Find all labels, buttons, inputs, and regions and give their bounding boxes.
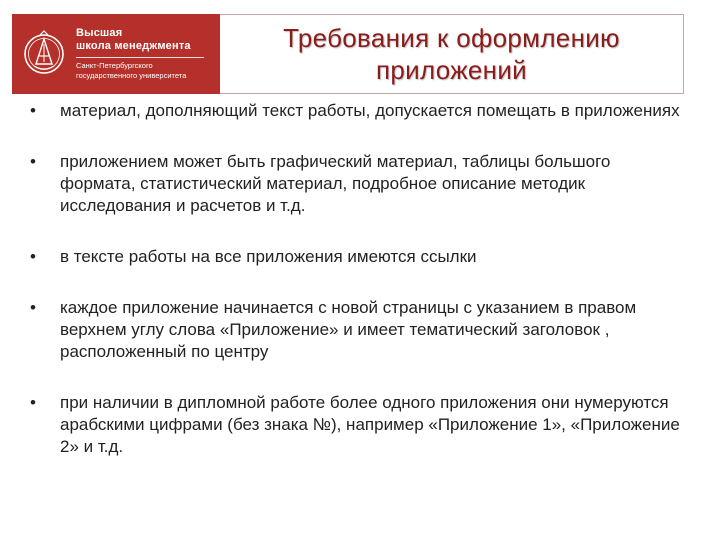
logo-text xyxy=(76,27,204,81)
list-item-text: материал, дополняющий текст работы, допускается помещать в приложениях xyxy=(60,101,680,120)
slide-title-line2: приложений xyxy=(376,55,527,85)
logo-university-line2: государственного университета xyxy=(76,71,187,80)
bullet-icon: • xyxy=(30,298,36,317)
list-item-text: в тексте работы на все приложения имеются ссылки xyxy=(60,247,477,266)
bullet-icon: • xyxy=(30,393,36,412)
university-crest-icon xyxy=(22,26,66,82)
gsom-logo xyxy=(12,14,220,94)
requirements-list xyxy=(30,100,690,458)
list-item xyxy=(30,151,690,217)
title-box xyxy=(220,14,684,94)
list-item xyxy=(30,100,690,122)
logo-name-line1: Высшая xyxy=(76,27,123,39)
list-item xyxy=(30,297,690,363)
bullet-icon: • xyxy=(30,247,36,266)
slide-title xyxy=(283,22,620,86)
bullet-icon: • xyxy=(30,101,36,120)
logo-university-line1: Санкт-Петербургского xyxy=(76,61,153,70)
list-item xyxy=(30,246,690,268)
slide-title-line1: Требования к оформлению xyxy=(283,23,620,53)
bullet-icon: • xyxy=(30,152,36,171)
logo-divider xyxy=(76,57,204,58)
list-item-text: каждое приложение начинается с новой страницы с указанием в правом верхнем углу слова «Приложение» и имеет тематический заголовок , расположенный по центру xyxy=(60,298,637,361)
logo-name-line2: школа менеджмента xyxy=(76,40,191,52)
list-item-text: при наличии в дипломной работе более одного приложения они нумеруются арабскими цифрами (без знака №), например «Приложение 1», «Приложение 2» и т.д. xyxy=(60,393,680,456)
list-item xyxy=(30,392,690,458)
slide-header xyxy=(12,14,684,94)
list-item-text: приложением может быть графический материал, таблицы большого формата, статистический материал, подробное описание методик исследования и расчетов и т.д. xyxy=(60,152,611,215)
